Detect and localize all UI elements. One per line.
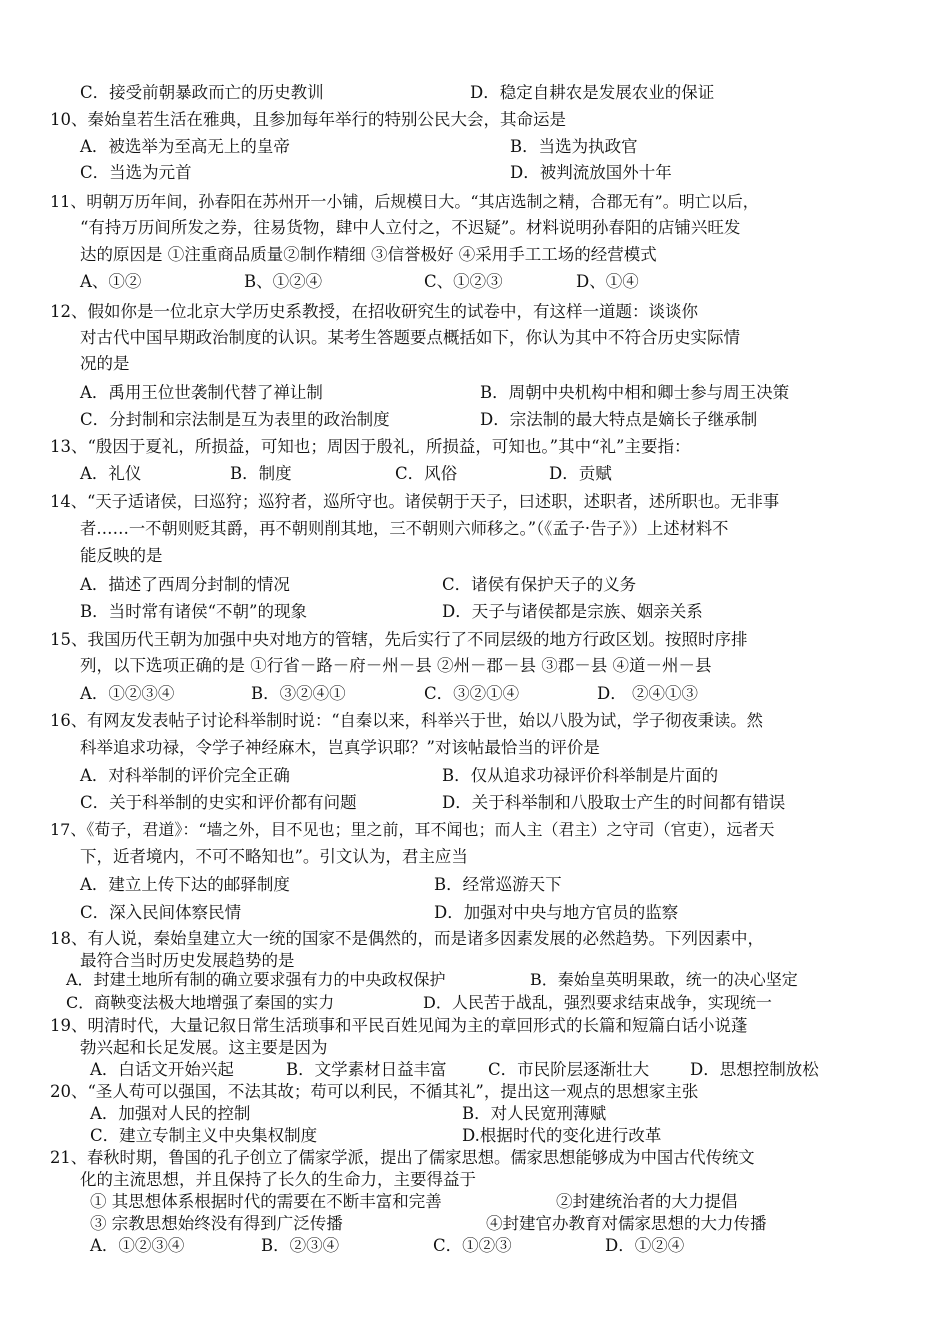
q16-option-d: D．关于科举制和八股取士产生的时间都有错误 [442,793,786,812]
q14-stem-line2: 者……一不朝则贬其爵，再不朝则削其地，三不朝则六师移之。”（《孟子·告子》）上述材料不 [80,519,729,538]
q16-option-b: B．仅从追求功禄评价科举制是片面的 [442,766,719,785]
q18-stem-line1: 18、有人说，秦始皇建立大一统的国家不是偶然的，而是诸多因素发展的必然趋势。下列因素中， [50,929,764,948]
q15-stem-line1: 15、我国历代王朝为加强中央对地方的管辖，先后实行了不同层级的地方行政区划。按照时序排 [50,630,748,649]
q11-option-d: D、①④ [576,272,639,291]
q19-option-b: B．文学素材日益丰富 [286,1060,447,1079]
q21-option-b: B．②③④ [261,1236,340,1255]
q10-option-d: D．被判流放国外十年 [510,163,672,182]
q10-option-c: C．当选为元首 [80,163,192,182]
q14-option-d: D．天子与诸侯都是宗族、姻亲关系 [442,602,703,621]
q17-stem-line2: 下，近者境内，不可不略知也”。引文认为，君主应当 [80,847,468,866]
q11-stem-line2: “有持万历间所发之券，往易货物，肆中人立付之，不迟疑”。材料说明孙春阳的店铺兴旺发 [80,218,741,237]
q21-option-d: D．①②④ [605,1236,685,1255]
q17-option-b: B．经常巡游天下 [434,875,562,894]
q20-stem: 20、“圣人苟可以强国，不法其故；苟可以利民，不循其礼”，提出这一观点的思想家主张 [50,1082,699,1101]
q20-option-a: A．加强对人民的控制 [90,1104,251,1123]
q21-stem-line1: 21、春秋时期，鲁国的孔子创立了儒家学派，提出了儒家思想。儒家思想能够成为中国古代传统文 [50,1148,755,1167]
q11-stem-line3: 达的原因是 ①注重商品质量②制作精细 ③信誉极好 ④采用手工工场的经营模式 [80,245,657,264]
q20-option-c: C．建立专制主义中央集权制度 [90,1126,318,1145]
q17-option-c: C．深入民间体察民情 [80,903,242,922]
q11-option-b: B、①②④ [244,272,323,291]
q21-item-3: ③ 宗教思想始终没有得到广泛传播 [90,1214,343,1233]
q12-stem-line1: 12、假如你是一位北京大学历史系教授，在招收研究生的试卷中，有这样一道题：谈谈你 [50,302,698,321]
q17-option-a: A．建立上传下达的邮驿制度 [80,875,290,894]
q16-stem-line2: 科举追求功禄，令学子神经麻木，岂真学识耶？”对该帖最恰当的评价是 [80,738,600,757]
q16-stem-line1: 16、有网友发表帖子讨论科举制时说：“自秦以来，科举兴于世，始以八股为试，学子彻夜秉读。然 [50,711,763,730]
q15-option-c: C．③②①④ [424,684,520,703]
q13-option-a: A．礼仪 [80,464,142,483]
q15-stem-line2: 列，以下选项正确的是 ①行省－路－府－州－县 ②州－郡－县 ③郡－县 ④道－州－县 [80,656,712,675]
q19-option-a: A．白话文开始兴起 [90,1060,234,1079]
q21-option-a: A．①②③④ [90,1236,185,1255]
q11-option-a: A、①② [80,272,142,291]
q16-option-a: A．对科举制的评价完全正确 [80,766,290,785]
q10-stem: 10、秦始皇若生活在雅典，且参加每年举行的特别公民大会，其命运是 [50,110,566,129]
q18-option-b: B．秦始皇英明果敢，统一的决心坚定 [530,970,798,989]
q18-stem-line2: 最符合当时历史发展趋势的是 [80,951,295,970]
q19-stem-line2: 勃兴起和长足发展。这主要是因为 [80,1038,328,1057]
q17-option-d: D．加强对中央与地方官员的监察 [434,903,679,922]
q11-stem-line1: 11、明朝万历年间，孙春阳在苏州开一小铺，后规模日大。“其店选制之精，合郡无有”。明亡以后， [50,192,759,211]
q13-option-b: B．制度 [230,464,292,483]
q9-option-d: D．稳定自耕农是发展农业的保证 [470,83,715,102]
q16-option-c: C．关于科举制的史实和评价都有问题 [80,793,357,812]
q17-stem-line1: 17、《荀子，君道》：“墙之外，目不见也；里之前，耳不闻也；而人主（君主）之守司（官吏），远者天 [50,820,775,839]
q18-option-d: D．人民苦于战乱，强烈要求结束战争，实现统一 [423,993,772,1012]
q15-option-d: D． ②④①③ [597,684,698,703]
q21-option-c: C．①②③ [433,1236,512,1255]
q12-option-b: B．周朝中央机构中相和卿士参与周王决策 [480,383,790,402]
q18-option-c: C．商鞅变法极大地增强了秦国的实力 [66,993,335,1012]
q12-stem-line2: 对古代中国早期政治制度的认识。某考生答题要点概括如下，你认为其中不符合历史实际情 [80,328,740,347]
q15-option-b: B．③②④① [251,684,346,703]
q20-option-b: B．对人民宽刑薄赋 [462,1104,607,1123]
q14-option-b: B．当时常有诸侯“不朝”的现象 [80,602,307,621]
q21-item-2: ②封建统治者的大力提倡 [556,1192,738,1211]
q13-option-d: D．贡赋 [549,464,612,483]
q9-option-c: C．接受前朝暴政而亡的历史教训 [80,83,324,102]
q12-option-a: A．禹用王位世袭制代替了禅让制 [80,383,323,402]
q19-option-d: D．思想控制放松 [690,1060,819,1079]
q20-option-d: D.根据时代的变化进行改革 [462,1126,662,1145]
q10-option-a: A．被选举为至高无上的皇帝 [80,137,290,156]
q12-option-c: C．分封制和宗法制是互为表里的政治制度 [80,410,390,429]
q11-option-c: C、①②③ [424,272,503,291]
q14-stem-line1: 14、“天子适诸侯，曰巡狩；巡狩者，巡所守也。诸侯朝于天子，曰述职，述职者，述所职也。无非事 [50,492,780,511]
q21-stem-line2: 化的主流思想，并且保持了长久的生命力，主要得益于 [80,1170,476,1189]
q13-option-c: C．风俗 [395,464,458,483]
q19-stem-line1: 19、明清时代，大量记叙日常生活琐事和平民百姓见闻为主的章回形式的长篇和短篇白话小说蓬 [50,1016,748,1035]
q21-item-4: ④封建官办教育对儒家思想的大力传播 [486,1214,767,1233]
q12-option-d: D．宗法制的最大特点是嫡长子继承制 [480,410,758,429]
q13-stem: 13、“殷因于夏礼，所损益，可知也；周因于殷礼，所损益，可知也。”其中“礼”主要指： [50,437,691,456]
q12-stem-line3: 况的是 [80,354,130,373]
q15-option-a: A．①②③④ [80,684,175,703]
q21-item-1: ① 其思想体系根据时代的需要在不断丰富和完善 [90,1192,442,1211]
q10-option-b: B．当选为执政官 [510,137,638,156]
q19-option-c: C．市民阶层逐渐壮大 [488,1060,650,1079]
q14-option-c: C．诸侯有保护天子的义务 [442,575,637,594]
q14-option-a: A．描述了西周分封制的情况 [80,575,290,594]
q14-stem-line3: 能反映的是 [80,546,163,565]
q18-option-a: A．封建土地所有制的确立要求强有力的中央政权保护 [66,970,446,989]
